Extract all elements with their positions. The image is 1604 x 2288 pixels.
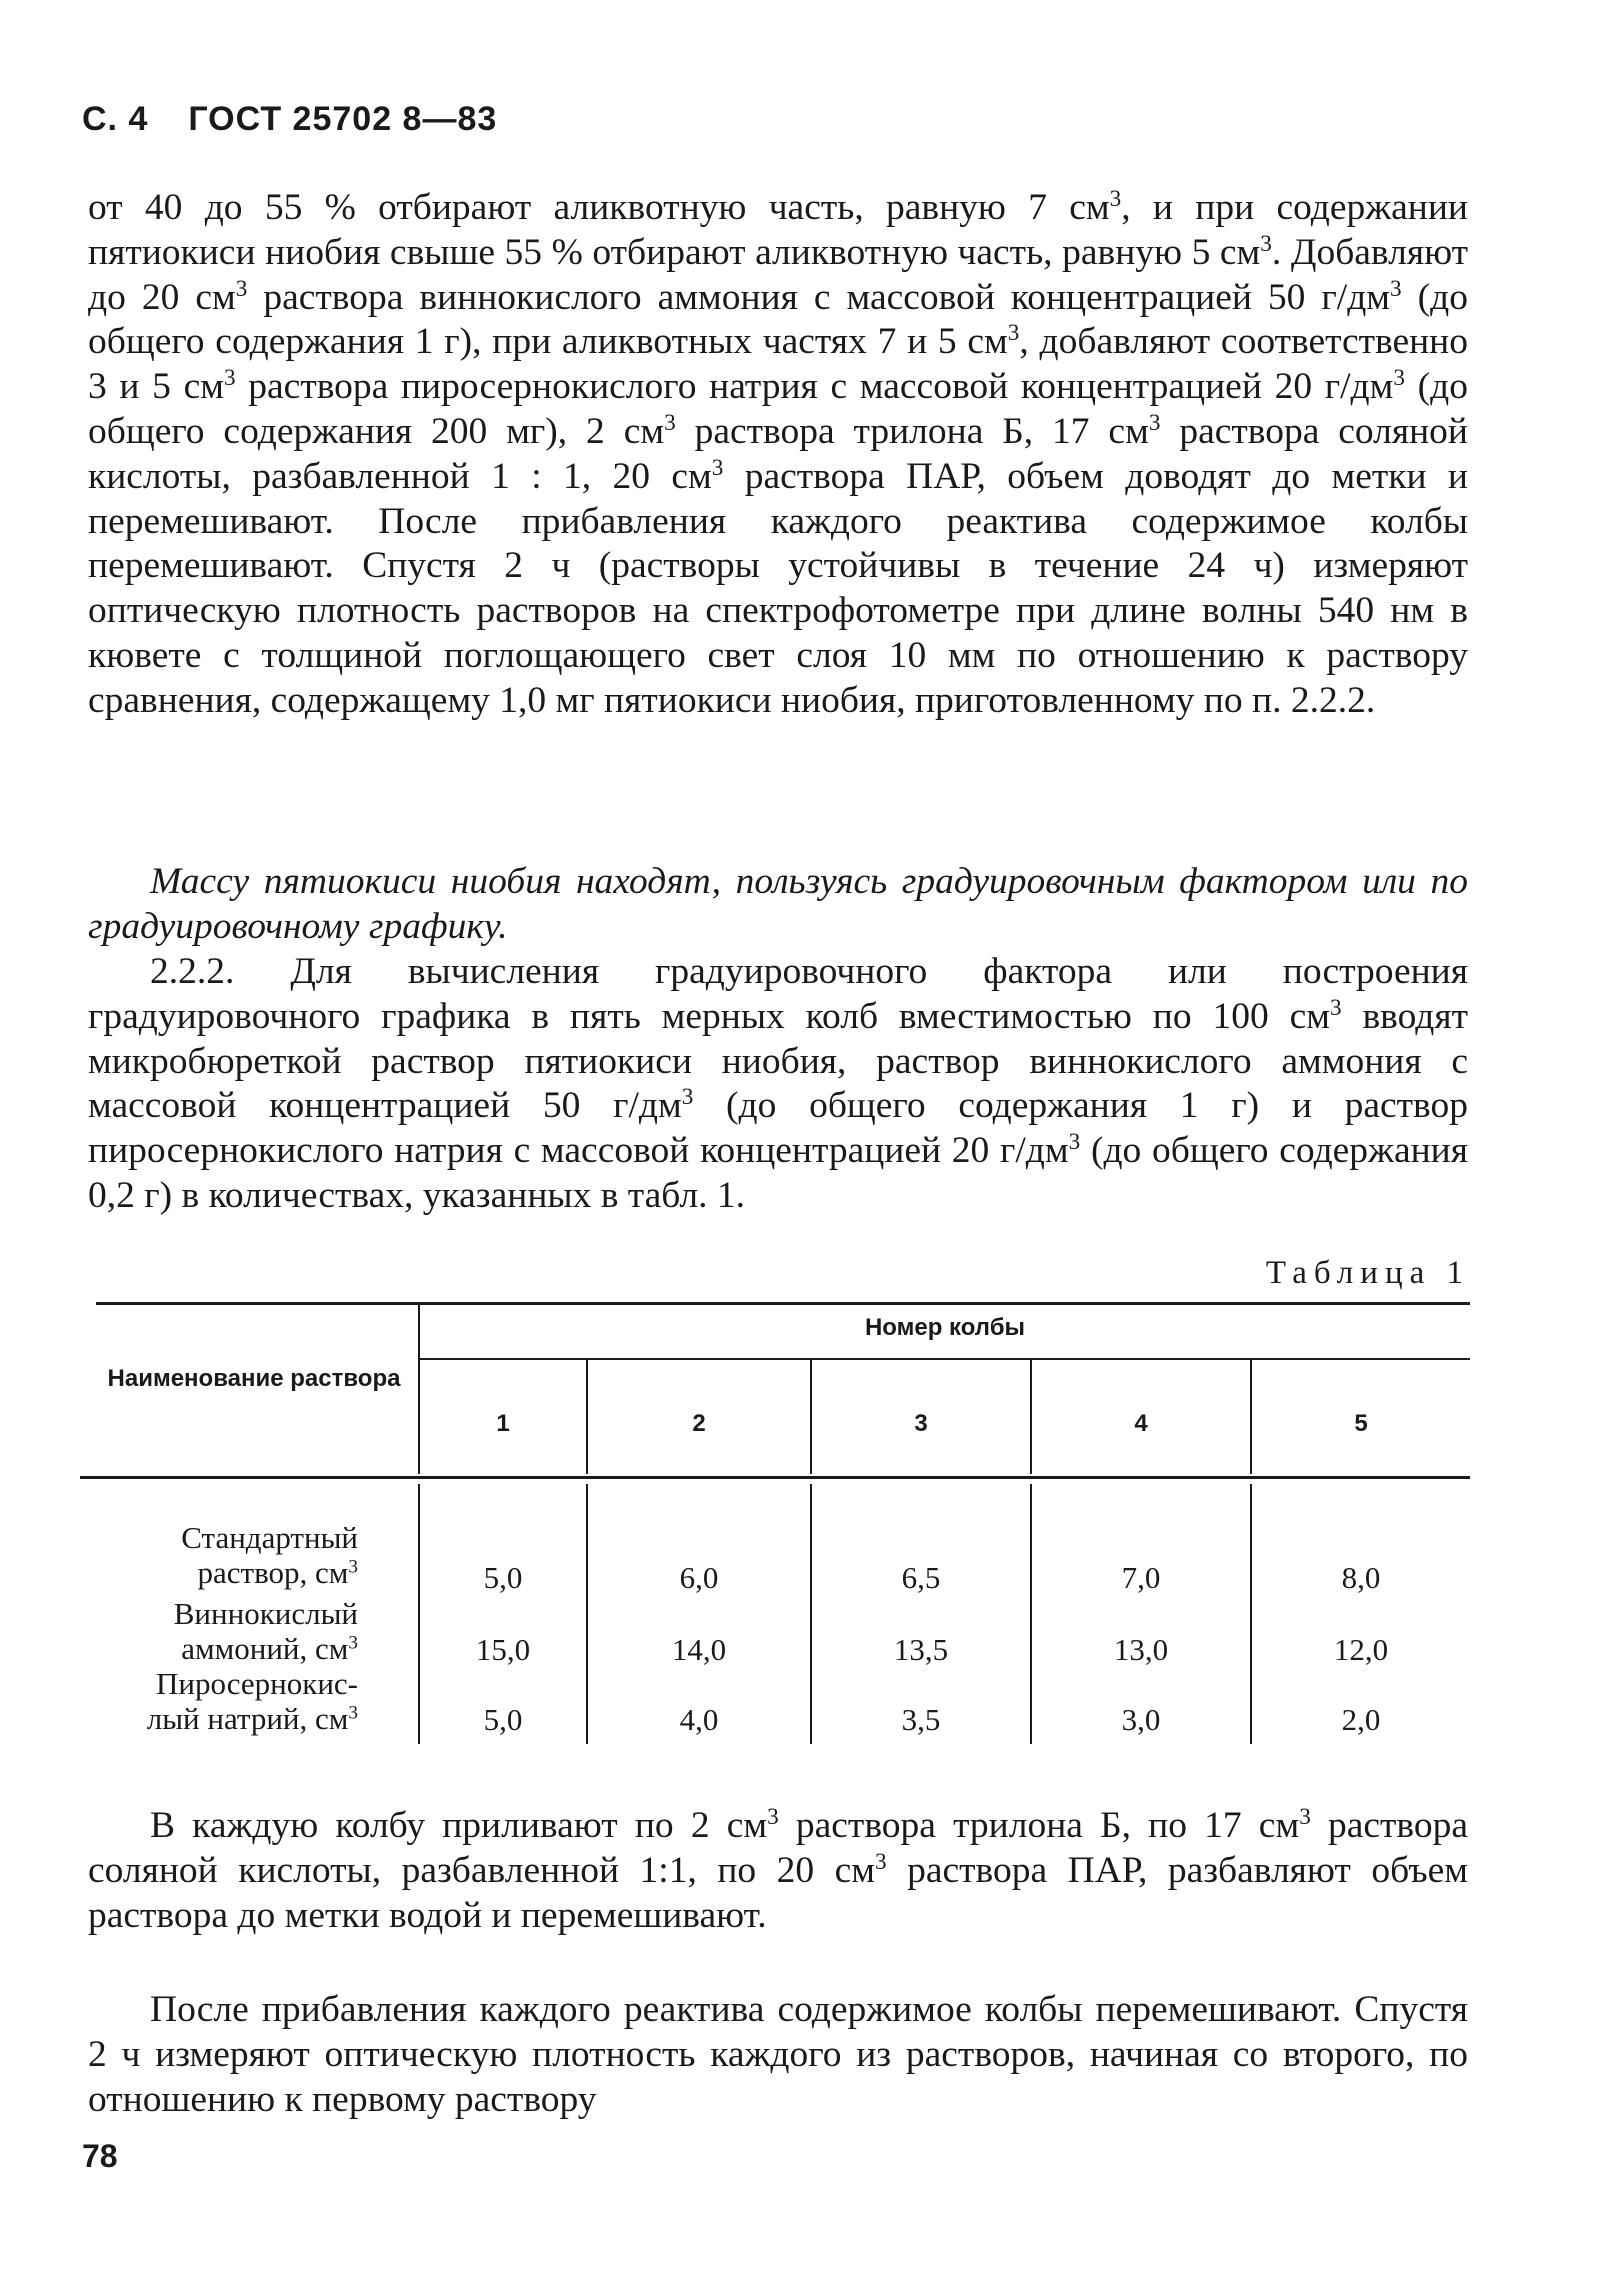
table-cell: 14,0 [671,1632,727,1667]
table-cell: 5,0 [483,1560,523,1595]
paragraph-4: В каждую колбу приливают по 2 $см^3$ раствора трилона Б, по 17 $см^3$ раствора соляной кислоты, разбавленной 1:1, по 20 $см^3$ раствора ПАР, разбавляют объем раствора до метки водой и перемешивают. [88,1804,1468,1936]
page-header [82,100,497,139]
paragraph-5: После прибавления каждого реактива содержимое колбы перемешивают. Спустя 2 ч измеряют оптическую плотность каждого из растворов, начиная со второго, по отношению к первому раствору [88,1989,1468,2120]
paragraph-1: от 40 до 55 % отбирают аликвотную часть, равную 7 $см^3$, и при содержании пятиокиси ниобия свыше 55 % отбирают аликвотную часть, равную 5 $см^3$. Добавляют до 20 $см^3$ раствора виннокислого аммония с массовой концентрацией 50 $г/дм^3$ (до общего содержания 1 г), при аликвотных частях 7 и 5 $см^3$, добавляют соответственно 3 и 5 $см^3$ раствора пиросернокислого натрия с массовой концентрацией 20 $г/дм^3$ (до общего содержания 200 мг), 2 $см^3$ раствора трилона Б, 17 $см^3$ раствора соляной кислоты, разбавленной 1 : 1, 20 $см^3$ раствора ПАР, объем доводят до метки и перемешивают. После прибавления каждого реактива содержимое колбы перемешивают. Спустя 2 ч (растворы устойчивы в течение 24 ч) измеряют оптическую плотность растворов на спектрофотометре при длине волны 540 нм в кювете с толщиной поглощающего свет слоя 10 мм по отношению к раствору сравнения, содержащему 1,0 мг пятиокиси ниобия, приготовленному по п. 2.2.2. [88,186,1468,721]
table-cell: 3,5 [901,1702,941,1737]
table-cell: 12,0 [1333,1632,1389,1667]
table-cell: 4,0 [679,1702,719,1737]
standard-label: ГОСТ 25702 8—83 [188,100,498,138]
page-number: 78 [82,2138,118,2174]
table-cell: 3,0 [1121,1702,1161,1737]
table-top-rule [96,1302,1470,1305]
table-row-label: Пиросернокис- лый натрий, $см^3$ [146,1666,358,1736]
table-cell: 13,5 [893,1632,949,1667]
table-caption: Таблица 1 [1265,1255,1470,1291]
table-header-rule [80,1476,1470,1479]
table-cell: 13,0 [1113,1632,1169,1667]
col-header-1: 1 [496,1410,510,1437]
table-cell: 15,0 [475,1632,531,1667]
col-header-3: 3 [914,1410,928,1437]
table-sub-rule [420,1358,1470,1360]
table-cell: 2,0 [1341,1702,1381,1737]
name-column-header: Наименование раствора [107,1365,401,1392]
table-cell: 6,5 [901,1560,941,1595]
table-row-label: Стандартный раствор, $см^3$ [181,1520,358,1590]
table-cell: 8,0 [1341,1560,1381,1595]
paragraph-2: Массу пятиокиси ниобия находят, пользуясь градуировочным фактором или по градуировочному графику. [88,861,1468,947]
table-row-label: Виннокислый аммоний, $см^3$ [173,1596,358,1666]
col-header-4: 4 [1134,1410,1148,1437]
paragraph-3: 2.2.2. Для вычисления градуировочного фактора или построения градуировочного графика в пять мерных колб вместимостью по 100 $см^3$ вводят микробюреткой раствор пятиокиси ниобия, раствор виннокислого аммония с массовой концентрацией 50 $г/дм^3$ (до общего содержания 1 г) и раствор пиросернокислого натрия с массовой концентрацией 20 $г/дм^3$ (до общего содержания 0,2 г) в количествах, указанных в табл. 1. [88,951,1469,1216]
col-header-5: 5 [1354,1410,1368,1437]
table-cell: 7,0 [1121,1560,1161,1595]
col-header-2: 2 [692,1410,706,1437]
table-cell: 6,0 [679,1560,719,1595]
page-label: С. 4 [82,100,149,138]
table-cell: 5,0 [483,1702,523,1737]
number-column-header: Номер колбы [864,1314,1026,1341]
